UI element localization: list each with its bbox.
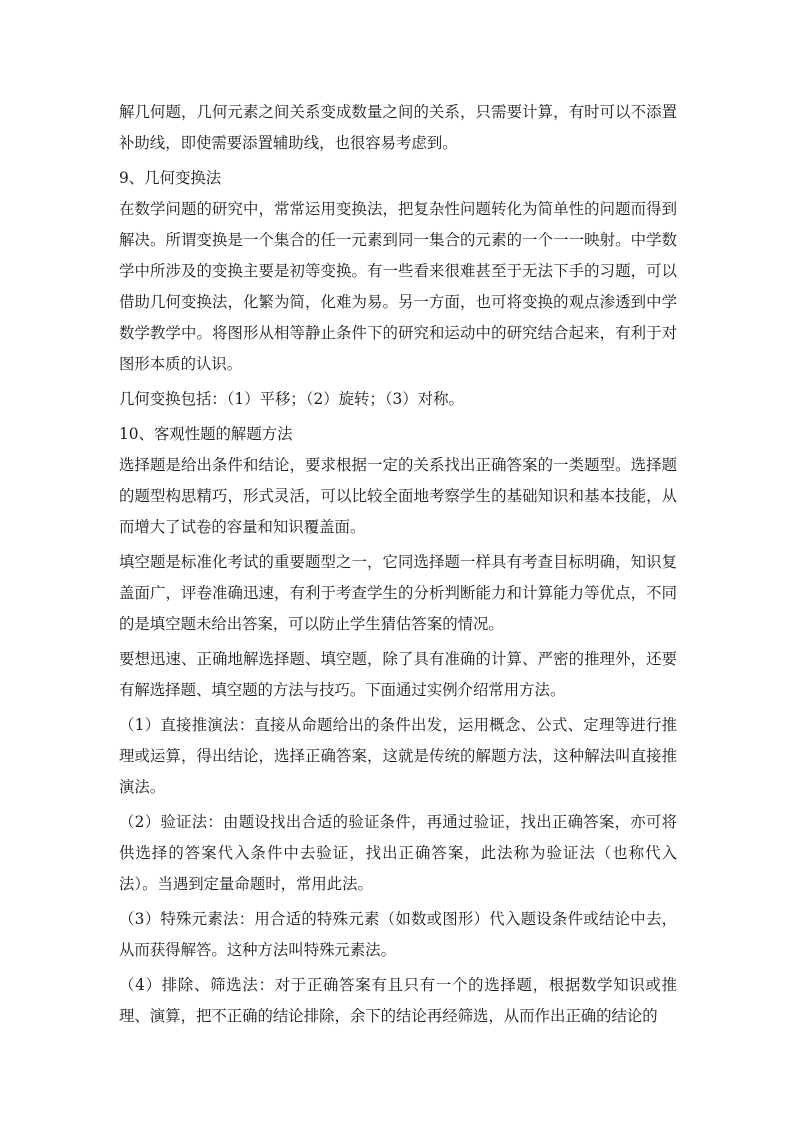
paragraph-methods-intro: 要想迅速、正确地解选择题、填空题，除了具有准确的计算、严密的推理外，还要有解选择题、填空题的方法与技巧。下面通过实例介绍常用方法。 xyxy=(119,650,677,699)
paragraph-method-3: （3）特殊元素法：用合适的特殊元素（如数或图形）代入题设条件或结论中去，从而获得解答。这种方法叫特殊元素法。 xyxy=(119,910,677,959)
paragraph-method-4: （4）排除、筛选法：对于正确答案有且只有一个的选择题，根据数学知识或推理、演算，把不正确的结论排除，余下的结论再经筛选，从而作出正确的结论的 xyxy=(119,976,677,1025)
paragraph-method-2: （2）验证法：由题设找出合适的验证条件，再通过验证，找出正确答案，亦可将供选择的答案代入条件中去验证，找出正确答案，此法称为验证法（也称代入法）。当遇到定量命题时，常用此法。 xyxy=(119,813,677,893)
document-body xyxy=(119,97,677,1036)
section-heading-10: 10、客观性题的解题方法 xyxy=(119,425,293,443)
paragraph-transform-types: 几何变换包括：（1）平移；（2）旋转；（3）对称。 xyxy=(119,390,464,408)
paragraph-fill-blank: 填空题是标准化考试的重要题型之一，它同选择题一样具有考查目标明确，知识复盖面广，评卷准确迅速，有利于考查学生的分析判断能力和计算能力等优点，不同的是填空题未给出答案，可以防止学生猜估答案的情况。 xyxy=(119,553,677,633)
paragraph-intro: 解几何题，几何元素之间关系变成数量之间的关系，只需要计算，有时可以不添置补助线，即使需要添置辅助线，也很容易考虑到。 xyxy=(119,103,677,152)
paragraph-transform: 在数学问题的研究中，常常运用变换法，把复杂性问题转化为简单性的问题而得到解决。所谓变换是一个集合的任一元素到同一集合的元素的一个一一映射。中学数学中所涉及的变换主要是初等变换。有一些看来很难甚至于无法下手的习题，可以借助几何变换法，化繁为简，化难为易。另一方面，也可将变换的观点渗透到中学数学教学中。将图形从相等静止条件下的研究和运动中的研究结合起来，有利于对图形本质的认识。 xyxy=(119,200,677,373)
section-heading-9: 9、几何变换法 xyxy=(119,169,222,187)
paragraph-method-1: （1）直接推演法：直接从命题给出的条件出发，运用概念、公式、定理等进行推理或运算，得出结论，选择正确答案，这就是传统的解题方法，这种解法叫直接推演法。 xyxy=(119,716,677,796)
paragraph-choice: 选择题是给出条件和结论，要求根据一定的关系找出正确答案的一类题型。选择题的题型构思精巧，形式灵活，可以比较全面地考察学生的基础知识和基本技能，从而增大了试卷的容量和知识覆盖面。 xyxy=(119,456,677,536)
